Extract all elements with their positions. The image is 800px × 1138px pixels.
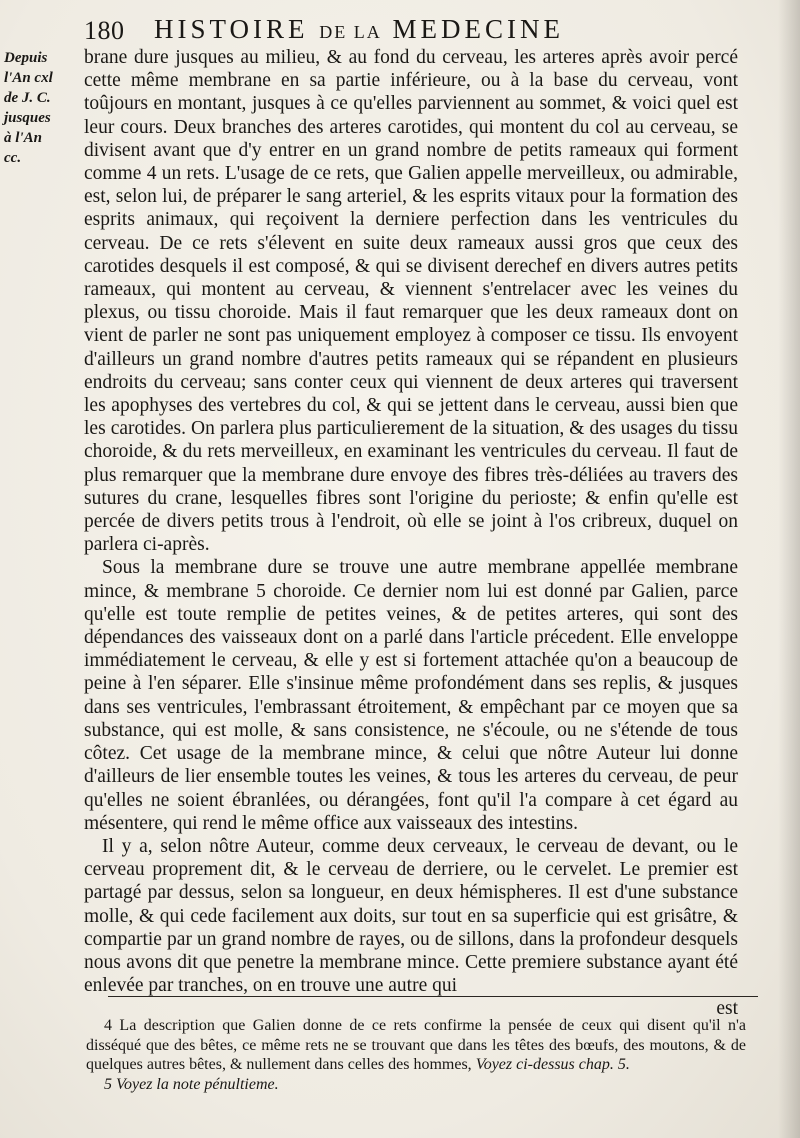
catchword: est [716, 998, 738, 1020]
footnote-4-reference: Voyez ci-dessus chap. 5. [475, 1056, 630, 1073]
running-title [154, 14, 564, 45]
title-word-de-la: DE LA [319, 22, 382, 42]
footnotes [86, 1016, 746, 1094]
footnote-4 [86, 1016, 746, 1075]
margin-note-line: à l'An [4, 130, 42, 146]
footnote-5-reference: 5 Voyez la note pénultieme. [104, 1075, 279, 1093]
title-word-medecine: MEDECINE [392, 14, 564, 44]
paragraph-two-brains: Il y a, selon nôtre Auteur, comme deux cerveaux, le cerveau de devant, ou le cerveau proprement dit, & le cerveau de derriere, ou le cervelet. Le premier est partagé par dessus, selon sa longueur, en deux hémispheres. Il est d'une substance molle, & qui cede facilement aux doits, sur tout en sa superficie qui est grisâtre, & compartie par un grand nombre de rayes, ou de sillons, dans la profondeur desquels nous avons dit que penetre la membrane mince. Cette premiere substance ayant été enlevée par tranches, on en trouve une autre qui [84, 835, 738, 997]
title-word-histoire: HISTOIRE [154, 14, 309, 44]
page-number: 180 [84, 16, 125, 45]
margin-note-line: jusques [4, 110, 51, 126]
footnote-4-text: 4 La description que Galien donne de ce rets confirme la pensée de ceux qui disent qu'il n'a disséqué que des bêtes, ce même rets ne se trouvant que dans les têtes des bœufs, des moutons, & de quelques autres bêtes, & nullement dans celles des hommes, [86, 1017, 746, 1073]
margin-date-note [4, 48, 84, 168]
margin-note-line: Depuis [4, 50, 48, 66]
margin-note-line: l'An cxl [4, 70, 53, 86]
facing-page-bleed [778, 0, 800, 1138]
margin-note-line: cc. [4, 150, 22, 166]
paragraph-membrane-mince: Sous la membrane dure se trouve une autre membrane appellée membrane mince, & membrane 5 choroide. Ce dernier nom lui est donné par Galien, parce qu'elle est toute remplie de petites veines, & de petites arteres, qui sont des dépendances des vaisseaux dont on a parlé dans l'article précedent. Elle enveloppe immédiatement le cerveau, & elle y est si fortement attachée qu'on a beaucoup de peine à l'en séparer. Elle s'insinue même profondément dans ses replis, & jusques dans ses ventricules, l'embrassant étroitement, & empêchant par ce moyen que sa substance, qui est molle, & sans consistence, ne s'écoule, ou ne s'étende de tous côtez. Cet usage de la membrane mince, & celui que nôtre Auteur lui donne d'ailleurs de lier ensemble toutes les veines, & tous les arteres du cerveau, de peur qu'elles ne soient ébranlées, ou dérangées, font qu'il l'a compare à cet égard au mésentere, qui rend le même office aux vaisseaux des intestins. [84, 557, 738, 834]
main-text [84, 46, 738, 1021]
footnote-rule [108, 996, 758, 997]
footnote-5 [86, 1075, 746, 1095]
margin-note-line: de J. C. [4, 90, 51, 106]
running-header [84, 6, 684, 46]
paragraph-arteries: brane dure jusques au milieu, & au fond du cerveau, les arteres après avoir percé cette même membrane en sa partie inférieure, ou à la base du cerveau, vont toûjours en montant, jusques à ce qu'elles parviennent au sommet, & voici quel est leur cours. Deux branches des arteres carotides, qui montent du col au cerveau, se divisent avant que d'y entrer en un grand nombre de petits rameaux qui forment comme 4 un rets. L'usage de ce rets, que Galien appelle merveilleux, ou admirable, est, selon lui, de préparer le sang arteriel, & les esprits vitaux pour la formation des esprits animaux, qui reçoivent la derniere perfection dans les ventricules du cerveau. De ce rets s'élevent en suite deux rameaux aussi gros que ceux des carotides desquels il est composé, & qui se divisent derechef en divers autres petits rameaux, qui montent au cerveau, & viennent s'entrelacer avec les veines du plexus, ou tissu choroide. Mais il faut remarquer que les deux rameaux dont on vient de parler ne sont pas uniquement employez à composer ce tissu. Ils envoyent d'ailleurs un grand nombre d'autres petits rameaux qui se répandent en plusieurs endroits du cerveau; sans conter ceux qui viennent de deux arteres qui traversent les apophyses des vertebres du col, & qui se jettent dans le cerveau, aussi bien que les carotides. On parlera plus particulierement de la situation, & des usages du tissu choroide, & du rets merveilleux, en examinant les ventricules du cerveau. Il faut de plus remarquer que la membrane dure envoye des fibres très-déliées au travers des sutures du crane, lesquelles fibres sont l'origine du perioste; & enfin qu'elle est percée de divers petits trous à l'endroit, où elle se joint à l'os cribreux, duquel on parlera ci-après. [84, 47, 738, 556]
